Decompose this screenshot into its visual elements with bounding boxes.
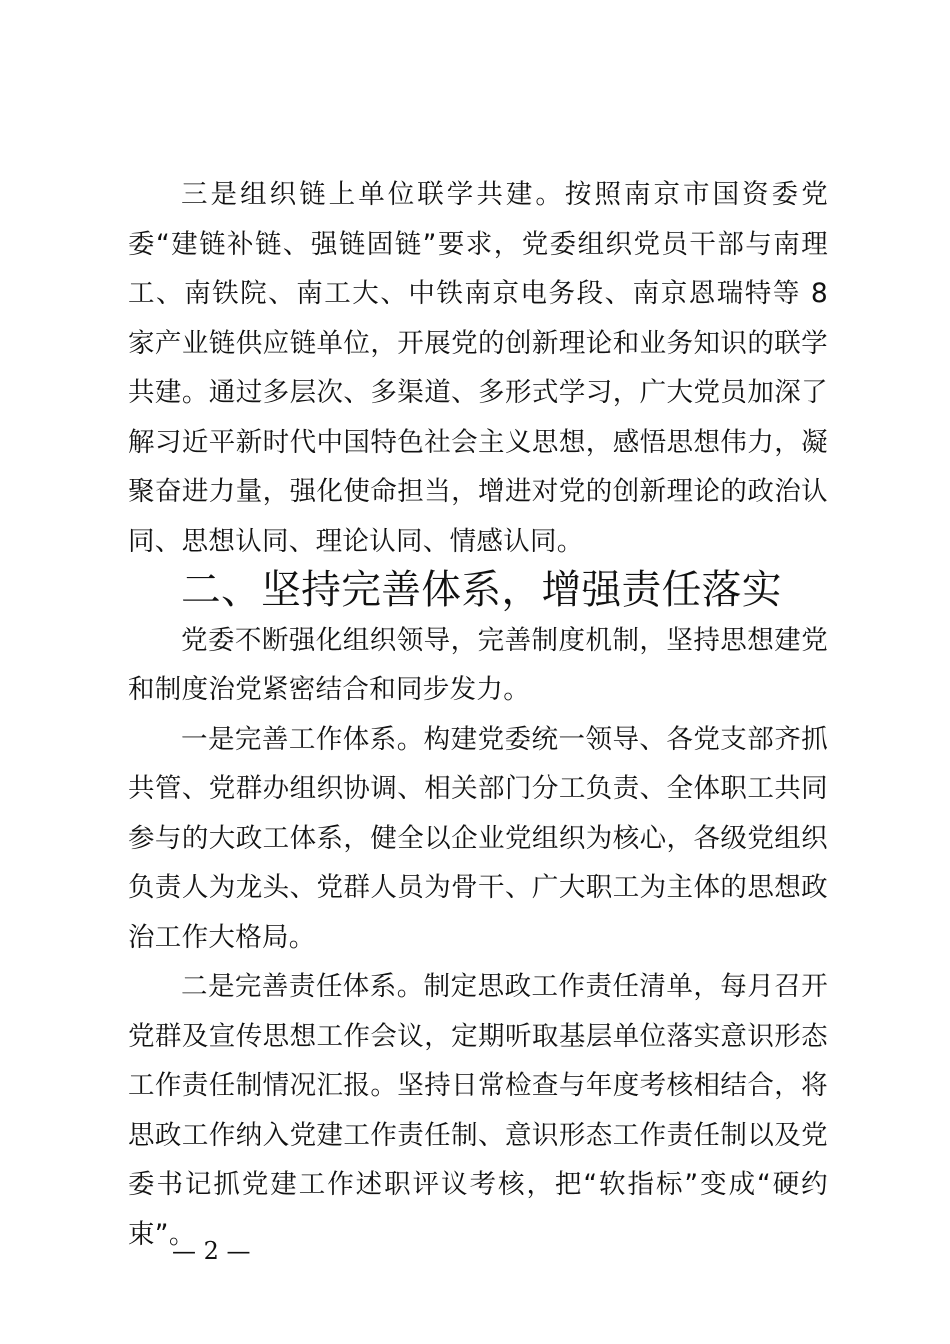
paragraph-responsibility-system: 二是完善责任体系。制定思政工作责任清单，每月召开党群及宣传思想工作会议，定期听取基层单位落实意识形态工作责任制情况汇报。坚持日常检查与年度考核相结合，将思政工作纳入党建工作责任制、意识形态工作责任制以及党委书记抓党建工作述职评议考核，把“软指标”变成“硬约束”。 — [128, 971, 828, 1250]
document-body — [128, 170, 828, 1259]
page-number: — 2 — — [172, 1237, 251, 1265]
paragraph-work-system: 一是完善工作体系。构建党委统一领导、各党支部齐抓共管、党群办组织协调、相关部门分工负责、全体职工共同参与的大政工体系，健全以企业党组织为核心，各级党组织负责人为龙头、党群人员为骨干、广大职工为主体的思想政治工作大格局。 — [128, 723, 828, 953]
section-heading: 二、坚持完善体系，增强责任落实 — [181, 567, 782, 613]
paragraph-joint-study: 三是组织链上单位联学共建。按照南京市国资委党委“建链补链、强链固链”要求，党委组织党员干部与南理工、南铁院、南工大、中铁南京电务段、南京恩瑞特等 8 家产业链供应链单位，开展党的创新理论和业务知识的联学共建。通过多层次、多渠道、多形式学习，广大党员加深了解习近平新时代中国特色社会主义思想，感悟思想伟力，凝聚奋进力量，强化使命担当，增进对党的创新理论的政治认同、思想认同、理论认同、情感认同。 — [128, 179, 828, 557]
paragraph-party-leadership: 党委不断强化组织领导，完善制度机制，坚持思想建党和制度治党紧密结合和同步发力。 — [128, 624, 828, 705]
